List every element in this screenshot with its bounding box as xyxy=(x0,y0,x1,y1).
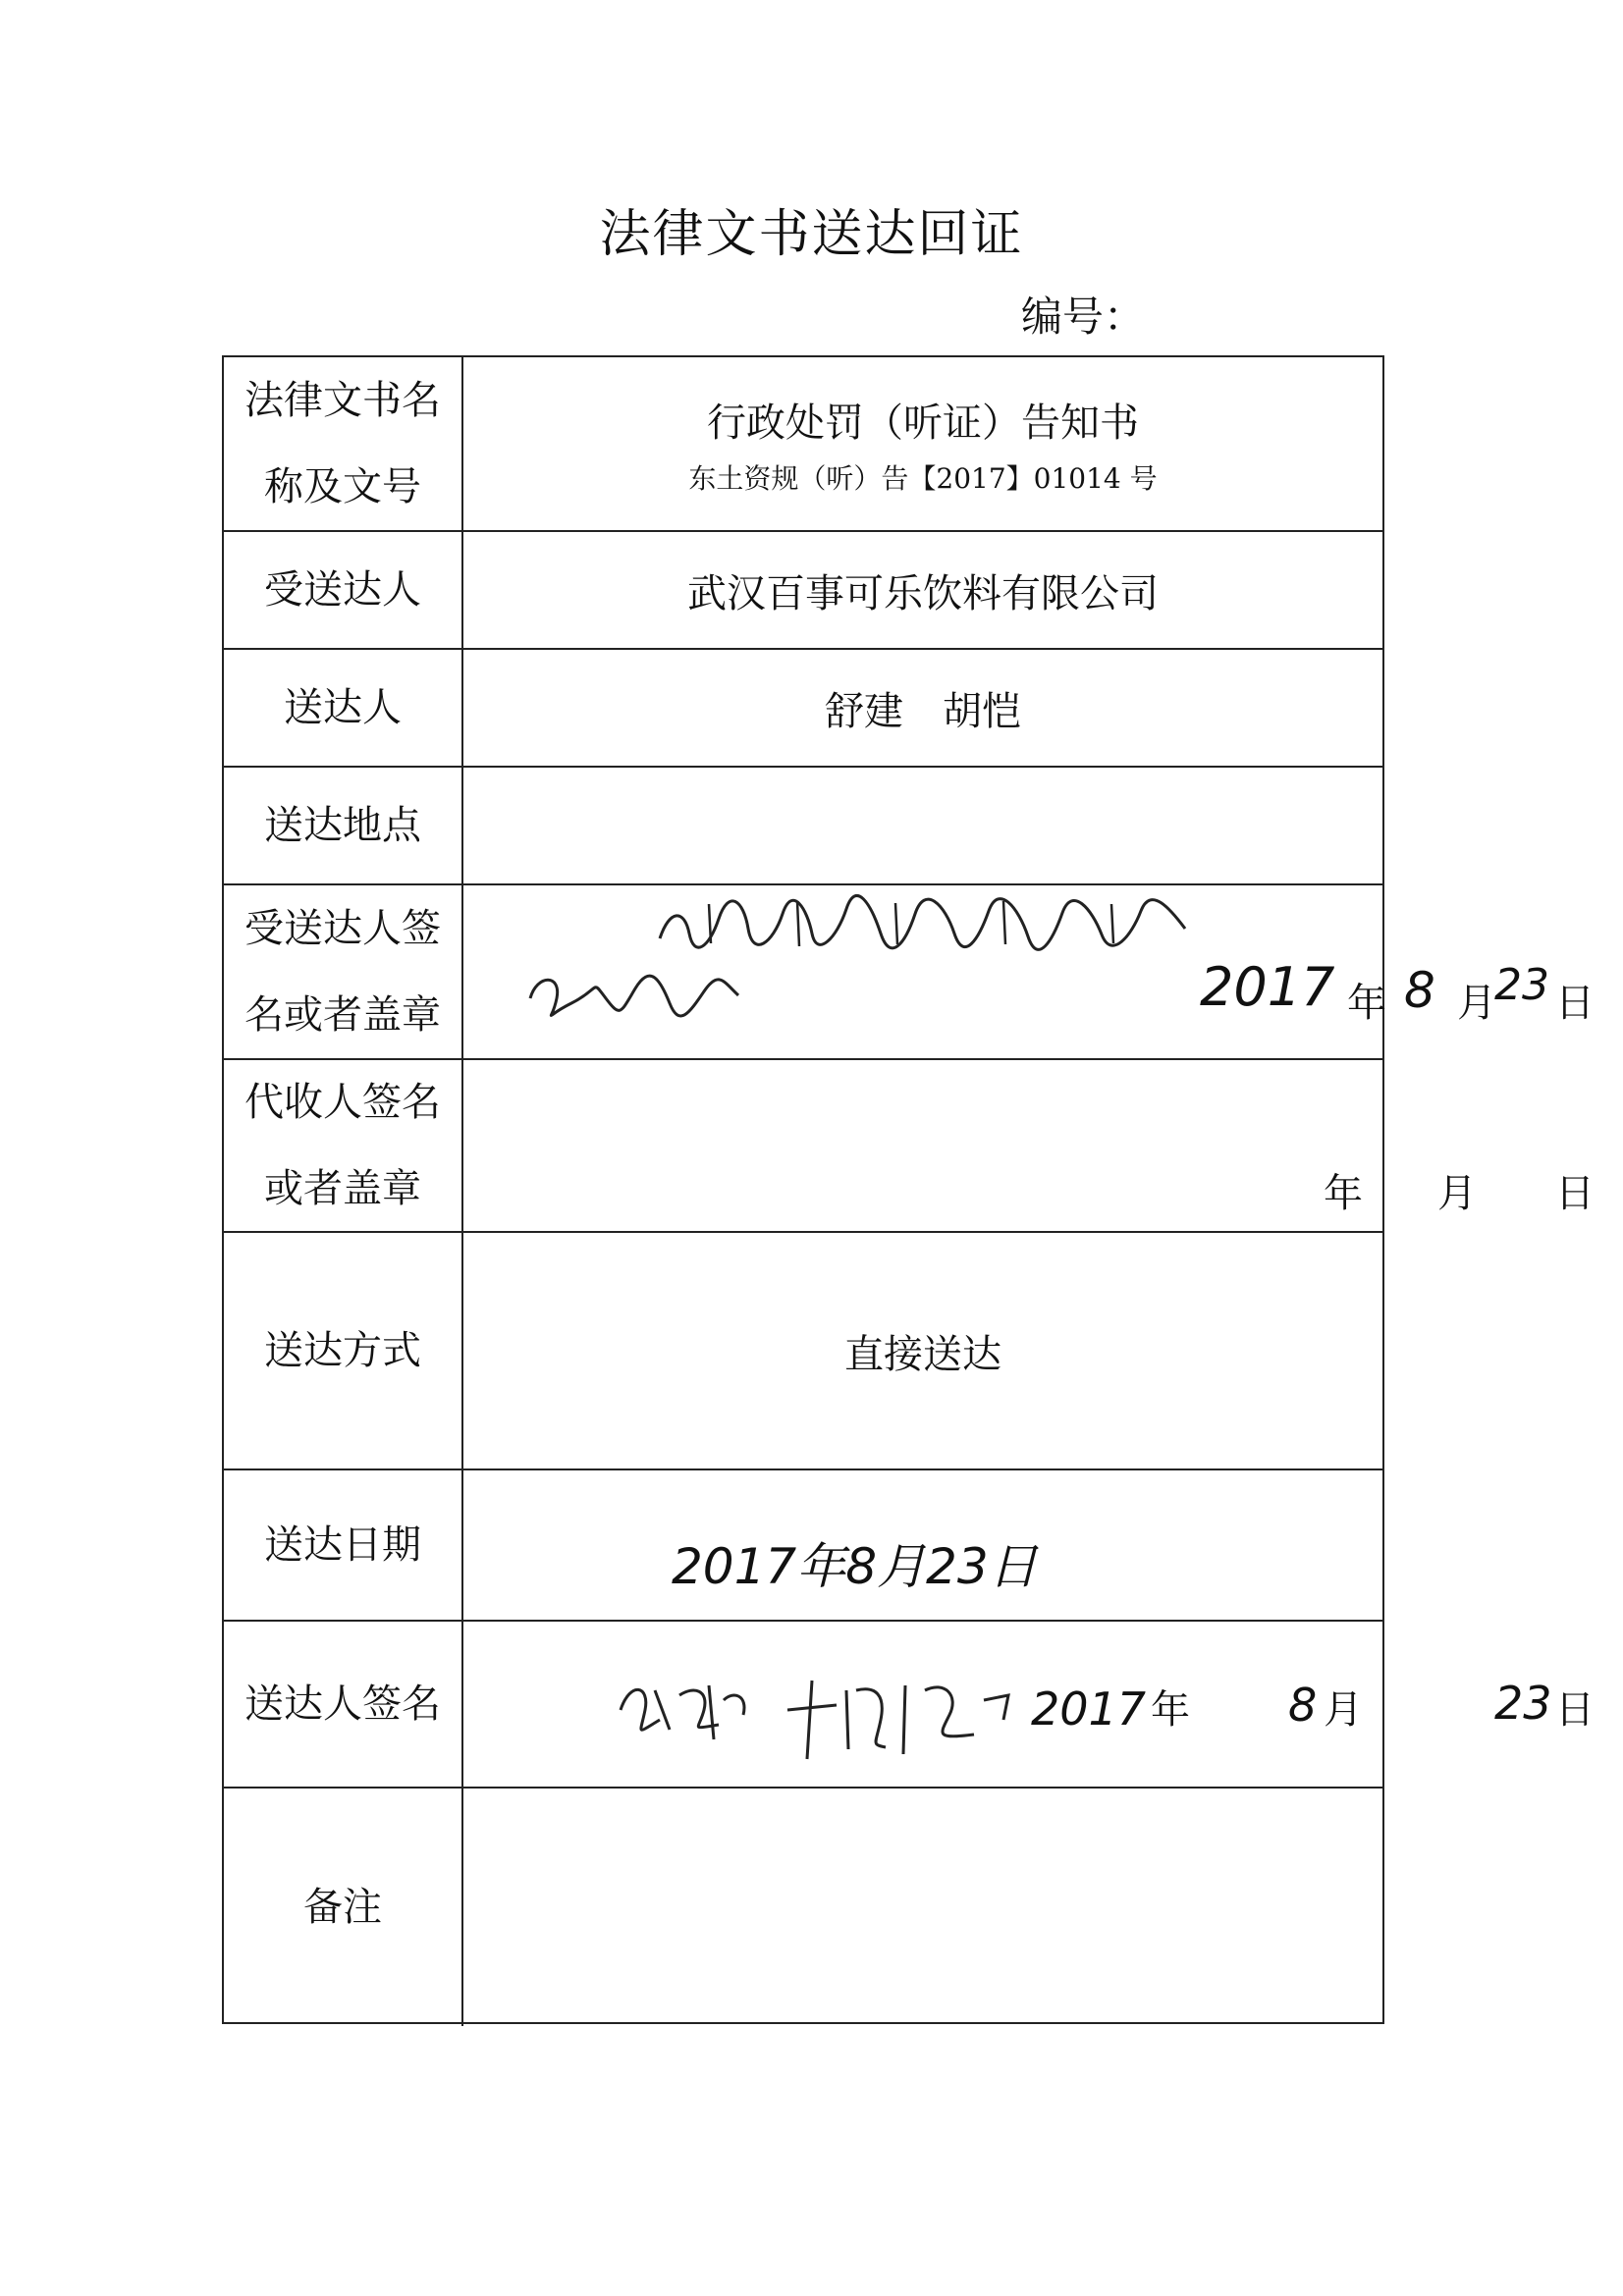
recipient-sign-year: 2017 xyxy=(1200,956,1335,1018)
recipient-name: 武汉百事可乐饮料有限公司 xyxy=(687,570,1159,616)
server-sign-year: 2017 xyxy=(1031,1682,1147,1735)
method-value: 直接送达 xyxy=(844,1331,1001,1377)
row-document xyxy=(224,357,1382,530)
label-recipient-signature: 受送达人签 名或者盖章 xyxy=(224,885,463,1058)
document-number: 东土资规（听）告【2017】01014 号 xyxy=(688,461,1158,495)
value-document xyxy=(463,357,1382,530)
document-name: 行政处罚（听证）告知书 xyxy=(707,400,1139,446)
label-proxy-signature: 代收人签名 或者盖章 xyxy=(224,1060,463,1231)
document-title: 法律文书送达回证 xyxy=(599,205,1024,264)
label-remarks: 备注 xyxy=(224,1789,463,2026)
handwritten-recipient-signature xyxy=(522,964,748,1023)
server-sign-day: 23 xyxy=(1494,1677,1552,1730)
proxy-sign-year-label: 年 xyxy=(1324,1171,1363,1216)
row-place xyxy=(224,766,1382,883)
server-names: 舒建 胡恺 xyxy=(825,688,1021,734)
recipient-sign-year-label: 年 xyxy=(1347,981,1386,1026)
row-remarks xyxy=(224,1787,1382,2026)
serial-number-label: 编号： xyxy=(1021,293,1146,341)
proxy-sign-day-label: 日 xyxy=(1555,1171,1595,1216)
handwritten-server-signature-2 xyxy=(778,1661,1023,1769)
row-proxy-signature xyxy=(224,1058,1595,1231)
label-server-signature: 送达人签名 xyxy=(224,1622,463,1787)
handwritten-service-date: 2017年8月23日 xyxy=(672,1538,1038,1595)
handwritten-company-signature xyxy=(650,889,1200,958)
recipient-sign-month: 8 xyxy=(1404,962,1435,1019)
label-server: 送达人 xyxy=(224,650,463,766)
handwritten-server-signature-1 xyxy=(611,1671,758,1749)
server-sign-day-label: 日 xyxy=(1555,1687,1595,1733)
label-document-name: 法律文书名 称及文号 xyxy=(224,357,463,530)
row-recipient xyxy=(224,530,1382,648)
service-receipt-form xyxy=(222,355,1595,2024)
server-sign-month: 8 xyxy=(1288,1679,1318,1732)
recipient-sign-day-label: 日 xyxy=(1555,981,1595,1026)
server-sign-year-label: 年 xyxy=(1151,1687,1190,1733)
row-method xyxy=(224,1231,1382,1468)
row-date xyxy=(224,1468,1382,1620)
recipient-sign-month-label: 月 xyxy=(1457,981,1496,1026)
row-server xyxy=(224,648,1382,766)
label-method: 送达方式 xyxy=(224,1233,463,1468)
row-server-signature xyxy=(224,1620,1595,1787)
server-sign-month-label: 月 xyxy=(1324,1687,1363,1733)
proxy-sign-month-label: 月 xyxy=(1437,1171,1477,1216)
label-place: 送达地点 xyxy=(224,768,463,883)
label-recipient: 受送达人 xyxy=(224,532,463,648)
recipient-sign-day: 23 xyxy=(1494,960,1549,1010)
row-recipient-signature xyxy=(224,883,1595,1058)
label-date: 送达日期 xyxy=(224,1470,463,1620)
